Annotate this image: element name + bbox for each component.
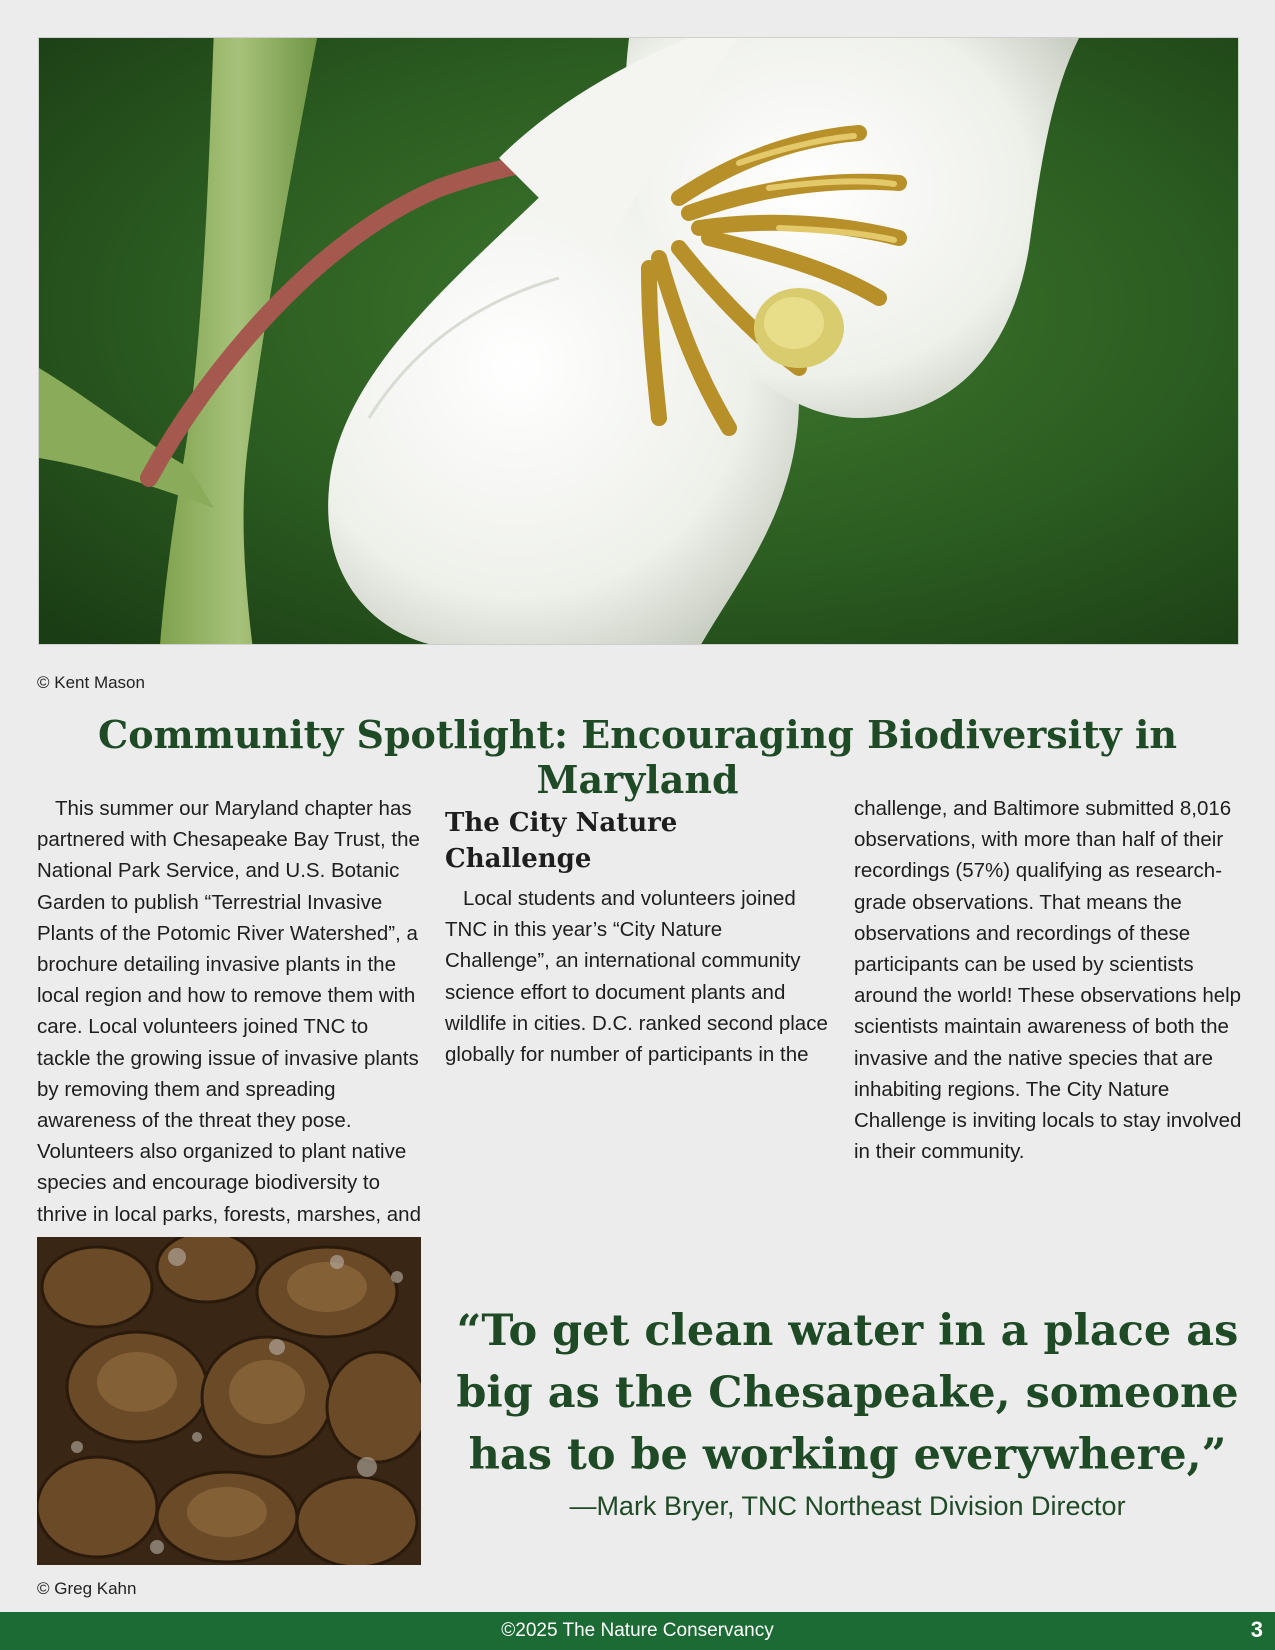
paragraph-challenge: Local students and volunteers joined TNC in this year’s “City Nature Challenge”, an international community science effort to document plants and wildlife in cities. D.C. ranked second place globally for number of participants in the [445,887,828,1067]
oyster-illustration [37,1237,421,1565]
page-footer [0,1612,1275,1650]
photo-credit-top: © Kent Mason [37,673,145,692]
pull-quote: “To get clean water in a place as big as the Chesapeake, someone has to be working everywhere,” [456,1306,1239,1480]
subheading-city-nature-challenge: The City Nature Challenge [445,808,678,874]
footer-copyright: ©2025 The Nature Conservancy [501,1620,774,1641]
hero-photo-mayapple-flower [38,37,1239,645]
oyster-photo [37,1237,421,1565]
flower-illustration [39,38,1238,644]
column-1 [37,793,422,1261]
page-number: 3 [1250,1617,1263,1642]
paragraph-challenge-continued: challenge, and Baltimore submitted 8,016 observations, with more than half of their recordings (57%) qualifying as research-grade observations. That means the observations and recordings of these participants can be used by scientists around the world! These observations help scientists maintain awareness of both the invasive and the native species that are inhabiting regions. The City Nature Challenge is inviting locals to stay involved in their community. [854,797,1242,1164]
column-2 [445,793,830,1070]
article-headline: Community Spotlight: Encouraging Biodiversity in Maryland [97,712,1178,802]
paragraph-intro: This summer our Maryland chapter has partnered with Chesapeake Bay Trust, the National Park Service, and U.S. Botanic Garden to publish “Terrestrial Invasive Plants of the Potomic River Watershed”, a brochure detailing invasive plants in the local region and how to remove them with care. Local volunteers joined TNC to tackle the growing issue of invasive plants by removing them and spreading awareness of the threat they pose. Volunteers also organized to plant native species and encourage biodiversity to thrive in local parks, forests, marshes, and [37,797,421,1226]
photo-credit-bottom: © Greg Kahn [37,1579,137,1598]
column-3 [854,793,1249,1167]
quote-attribution: —Mark Bryer, TNC Northeast Division Director [569,1491,1126,1521]
